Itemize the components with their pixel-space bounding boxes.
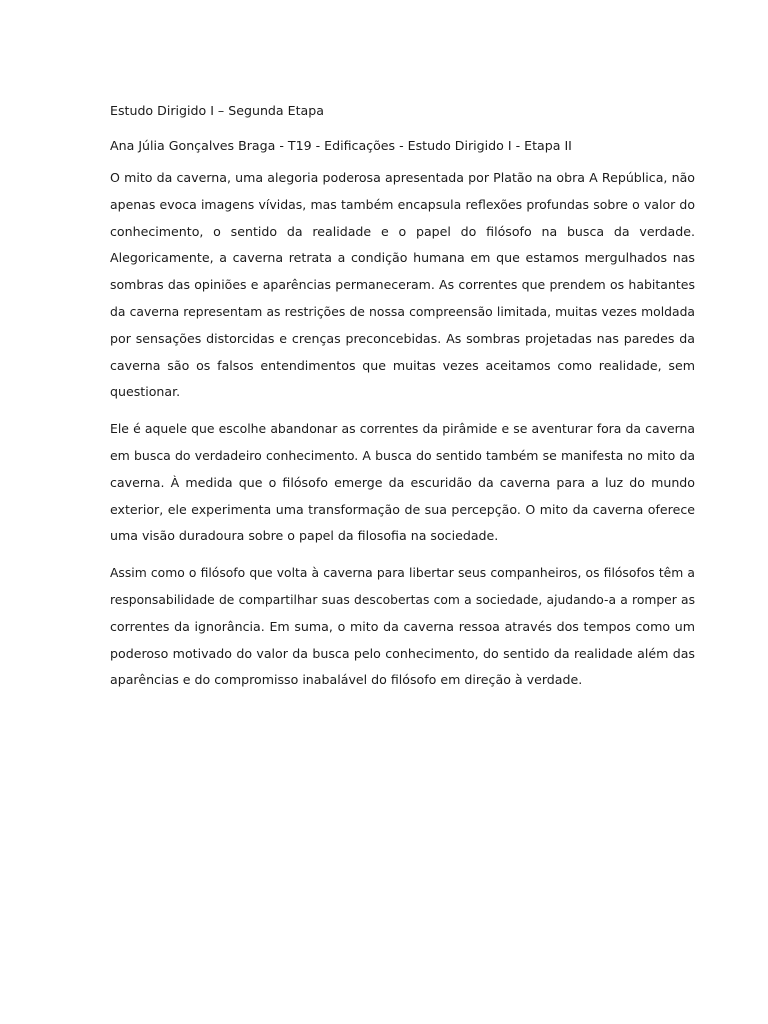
author-line: Ana Júlia Gonçalves Braga - T19 - Edificações - Estudo Dirigido I - Etapa II	[110, 138, 572, 153]
paragraph	[110, 416, 695, 550]
paragraph-line: responsabilidade de compartilhar suas descobertas com a sociedade, ajudando-a a romper as	[110, 592, 695, 607]
paragraph-line: em busca do verdadeiro conhecimento. A busca do sentido também se manifesta no mito da	[110, 447, 695, 463]
paragraph-line: por sensações distorcidas e crenças preconcebidas. As sombras projetadas nas paredes da	[110, 330, 695, 346]
paragraph-line: Assim como o filósofo que volta à caverna para libertar seus companheiros, os filósofos têm a	[110, 566, 695, 581]
paragraph-line: uma visão duradoura sobre o papel da filosofia na sociedade.	[110, 528, 499, 544]
document-body	[110, 102, 695, 694]
paragraph-line: caverna. À medida que o filósofo emerge da escuridão da caverna para a luz do mundo	[110, 474, 695, 490]
paragraph-line: sombras das opiniões e aparências permaneceram. As correntes que prendem os habitantes	[110, 277, 695, 293]
paragraph-line: questionar.	[110, 384, 181, 400]
paragraph-line: caverna são os falsos entendimentos que muitas vezes aceitamos como realidade, sem	[110, 357, 695, 373]
paragraph-line: Alegoricamente, a caverna retrata a condição humana em que estamos mergulhados nas	[110, 250, 695, 266]
paragraph-line: Ele é aquele que escolhe abandonar as correntes da pirâmide e se aventurar fora da caverna	[110, 421, 695, 437]
paragraph-line: aparências e do compromisso inabalável do filósofo em direção à verdade.	[110, 672, 583, 688]
document-title: Estudo Dirigido I – Segunda Etapa	[110, 103, 324, 118]
paragraph-line: O mito da caverna, uma alegoria poderosa apresentada por Platão na obra A República, não	[110, 170, 695, 185]
paragraph-line: exterior, ele experimenta uma transformação de sua percepção. O mito da caverna oferece	[110, 501, 695, 517]
paragraph-line: poderoso motivado do valor da busca pelo conhecimento, do sentido da realidade além das	[110, 645, 695, 661]
paragraph-line: da caverna representam as restrições de nossa compreensão limitada, muitas vezes moldada	[110, 304, 695, 319]
paragraph	[110, 165, 695, 406]
paragraph-list	[110, 165, 695, 694]
paragraph	[110, 560, 695, 694]
paragraph-line: apenas evoca imagens vívidas, mas também encapsula reflexões profundas sobre o valor do	[110, 196, 695, 212]
paragraph-line: conhecimento, o sentido da realidade e o papel do filósofo na busca da verdade.	[110, 223, 695, 239]
paragraph-line: correntes da ignorância. Em suma, o mito da caverna ressoa através dos tempos como um	[110, 618, 695, 634]
